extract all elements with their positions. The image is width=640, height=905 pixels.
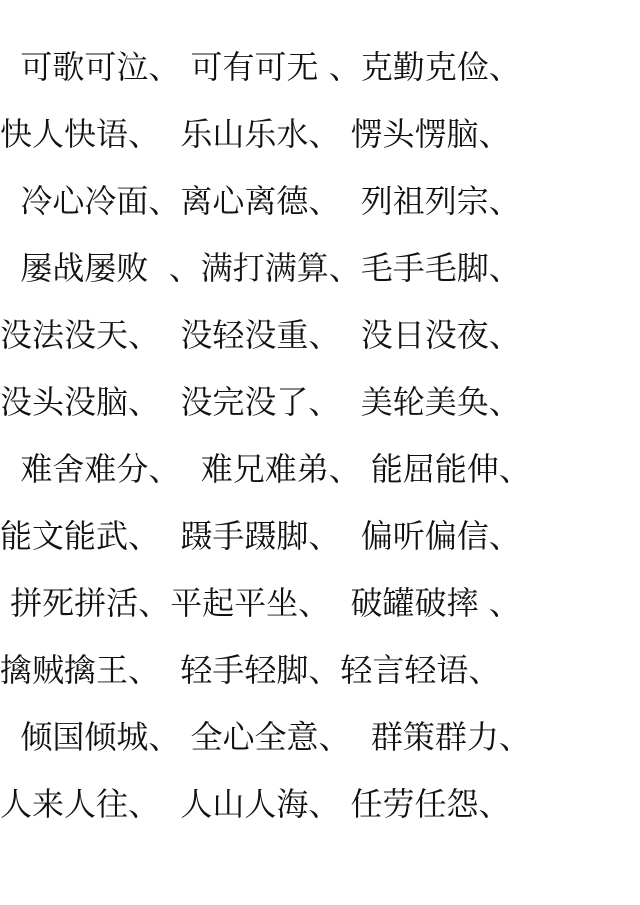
- idiom-line-1: 可歌可泣、 可有可无 、克勤克俭、: [0, 48, 521, 86]
- idiom-line-12: 人来人往、 人山人海、 任劳任怨、: [0, 785, 511, 823]
- idiom-line-7: 难舍难分、 难兄难弟、 能屈能伸、: [0, 450, 531, 488]
- idiom-line-11: 倾国倾城、 全心全意、 群策群力、: [0, 718, 531, 756]
- idiom-line-3: 冷心冷面、离心离德、 列祖列宗、: [0, 182, 521, 220]
- idiom-line-10: 擒贼擒王、 轻手轻脚、轻言轻语、: [0, 651, 501, 689]
- idiom-line-9: 拼死拼活、平起平坐、 破罐破摔 、: [0, 584, 521, 622]
- idiom-line-2: 快人快语、 乐山乐水、 愣头愣脑、: [0, 115, 511, 153]
- idiom-line-8: 能文能武、 蹑手蹑脚、 偏听偏信、: [0, 517, 521, 555]
- idiom-line-5: 没法没天、 没轻没重、 没日没夜、: [0, 316, 521, 354]
- idiom-line-4: 屡战屡败 、满打满算、毛手毛脚、: [0, 249, 521, 287]
- idiom-line-6: 没头没脑、 没完没了、 美轮美奂、: [0, 383, 521, 421]
